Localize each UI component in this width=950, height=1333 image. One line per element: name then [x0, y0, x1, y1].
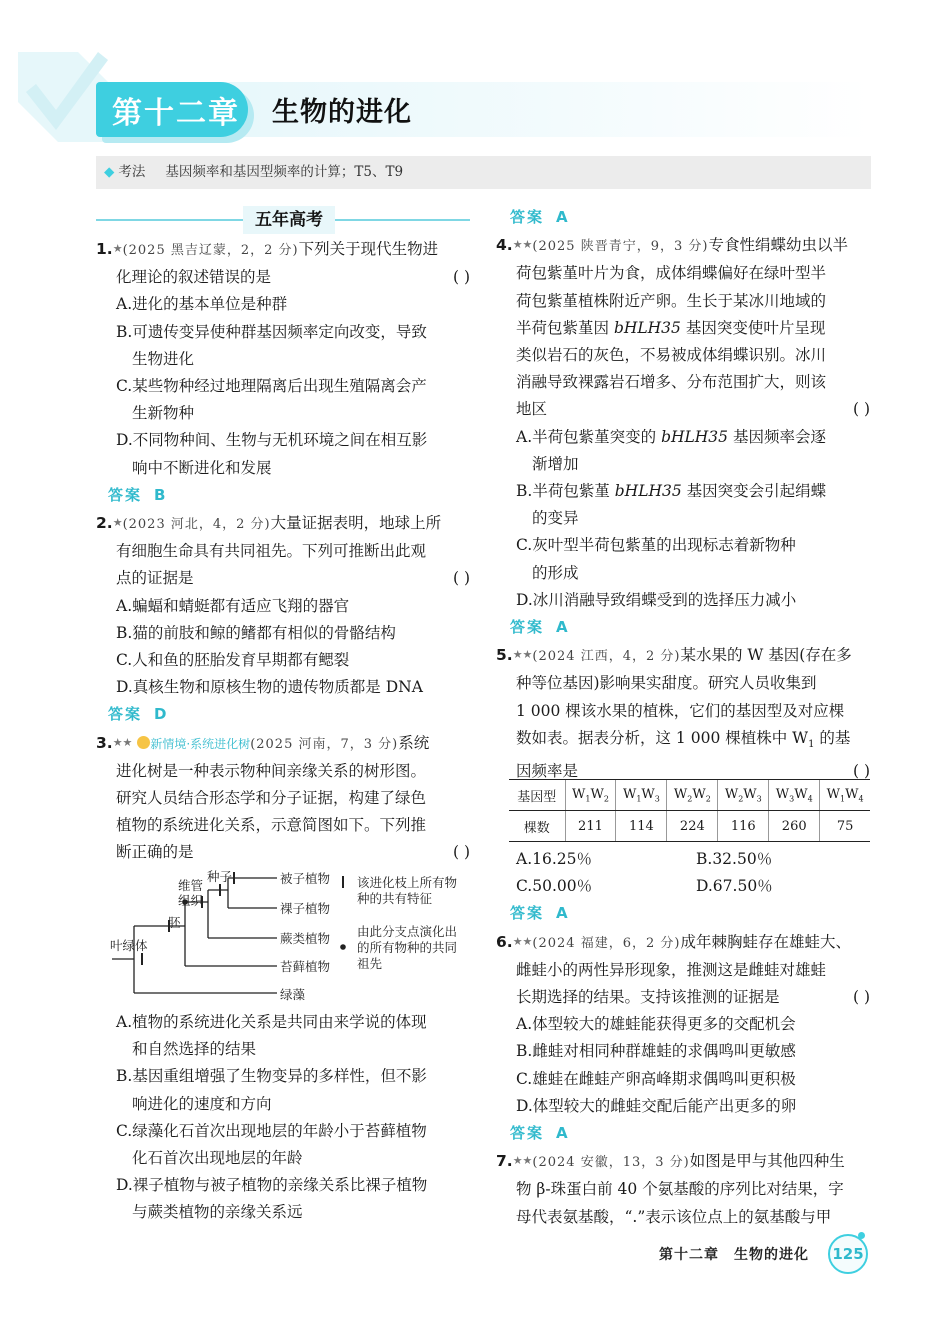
question-2-line — [96, 509, 470, 538]
answer-label: 答案 — [510, 1124, 545, 1143]
question-3-line — [96, 729, 470, 758]
left-column — [96, 235, 470, 867]
options-row — [496, 846, 870, 873]
text-part: 基因突变使叶片呈现 — [680, 318, 826, 337]
tree-label-seed: 种子 — [207, 869, 233, 884]
table-genotype-cell: $W_1W_3$ — [616, 780, 667, 811]
option-d: D.真核生物和原核生物的遗传物质都是 DNA — [116, 678, 423, 697]
left-column-continued — [96, 1009, 470, 1227]
right-column — [496, 204, 870, 785]
question-text — [496, 315, 870, 342]
question-text: 大量证据表明，地球上所 — [270, 514, 442, 533]
option-a-cont: 渐增加 — [532, 454, 579, 473]
question-text: 断正确的是 — [116, 843, 194, 862]
question-text: 长期选择的结果。支持该推测的证据是 — [516, 988, 780, 1007]
answer-blank: ( ) — [852, 400, 870, 419]
option-c: C.某些物种经过地理隔离后出现生殖隔离会产 — [116, 377, 427, 396]
table-count-cell: 260 — [769, 811, 820, 842]
question-7-line — [496, 1147, 870, 1176]
question-number: 3. — [96, 733, 113, 752]
answer-label: 答案 — [510, 618, 545, 637]
table-genotype-cell: $W_2W_2$ — [667, 780, 718, 811]
question-6-line — [496, 928, 870, 957]
tree-label-embryo: 胚 — [168, 915, 181, 930]
subscript: 1 — [808, 738, 815, 750]
option-c-cont: 化石首次出现地层的年龄 — [132, 1149, 303, 1168]
answer-line — [496, 614, 870, 641]
tree-leaf-gymnosperm: 裸子植物 — [280, 901, 331, 916]
question-1-line — [96, 235, 470, 264]
answer-value: D — [154, 705, 169, 724]
option-d: D.体型较大的雌蛙交配后能产出更多的卵 — [516, 1096, 797, 1115]
question-source: (2023 河北，4，2 分) — [122, 517, 271, 533]
option-a: A.蝙蝠和蜻蜓都有适应飞翔的器官 — [116, 596, 350, 615]
question-source: (2024 江西，4，2 分) — [532, 649, 681, 665]
answer-label: 答案 — [510, 904, 545, 923]
table-genotype-cell: $W_3W_4$ — [769, 780, 820, 811]
option-b: B.雌蛙对相同种群雄蛙的求偶鸣叫更敏感 — [516, 1042, 796, 1061]
exam-method-text: 基因频率和基因型频率的计算；T5、T9 — [165, 164, 404, 180]
tree-label-chloroplast: 叶绿体 — [110, 938, 148, 953]
question-text: 植物的系统进化关系，示意简图如下。下列推 — [116, 816, 427, 835]
option-d: D.冰川消融导致绢蝶受到的选择压力减小 — [516, 590, 797, 609]
star-icon: ★★ — [512, 934, 533, 948]
options-row — [496, 873, 870, 900]
section-title: 五年高考 — [243, 206, 335, 234]
question-text: 成年棘胸蛙存在雄蛙大、 — [680, 932, 851, 951]
option-d-cont: 响中不断进化和发展 — [132, 458, 272, 477]
question-text: 地区 — [516, 400, 548, 419]
table-count-cell: 211 — [565, 811, 616, 842]
new-scenario-icon — [137, 736, 150, 749]
scenario-tag: 新情境·系统进化树 — [150, 736, 251, 751]
question-5-line — [496, 641, 870, 670]
question-text: 点的证据是 — [116, 569, 194, 588]
answer-blank: ( ) — [852, 988, 870, 1007]
option-d: D.67.50％ — [696, 877, 773, 896]
question-source: (2024 安徽，13，3 分) — [532, 1155, 690, 1171]
question-text: 下列关于现代生物进 — [298, 240, 439, 258]
option-a-cont: 和自然选择的结果 — [132, 1040, 257, 1059]
table-genotype-cell: $W_1W_4$ — [820, 780, 870, 811]
star-icon: ★★ — [512, 1154, 533, 1168]
answer-line — [496, 1120, 870, 1147]
question-text: 系统 — [398, 733, 430, 752]
question-number: 7. — [496, 1152, 513, 1171]
question-text: 雌蛙小的两性异形现象，推测这是雌蛙对雄蛙 — [516, 960, 827, 979]
exam-method-bar — [96, 156, 871, 189]
chapter-number: 第十二章 — [112, 96, 240, 131]
legend-text: 祖先 — [357, 956, 383, 971]
legend-dot — [340, 944, 346, 950]
question-text: 某水果的 W 基因(存在多 — [680, 646, 852, 665]
gene-name: bHLH35 — [614, 482, 682, 501]
option-b-cont: 生物进化 — [132, 349, 195, 368]
table-header-cell: 棵数 — [509, 811, 565, 842]
option-d-cont: 与蕨类植物的亲缘关系远 — [132, 1203, 303, 1222]
answer-label: 答案 — [108, 705, 143, 724]
table-row — [509, 780, 870, 811]
star-icon: ★★ — [112, 735, 133, 749]
option-a: A.体型较大的雄蛙能获得更多的交配机会 — [516, 1015, 796, 1034]
bullet-icon: ◆ — [104, 164, 115, 180]
tree-leaf-moss: 苔藓植物 — [280, 959, 331, 974]
question-6-line — [496, 984, 870, 1011]
question-3-line — [96, 839, 470, 866]
answer-value: A — [556, 208, 570, 226]
tree-label-vascular: 维管 — [178, 878, 204, 893]
table-count-cell: 114 — [616, 811, 667, 842]
question-source: (2024 福建，6，2 分) — [532, 935, 681, 951]
gene-name: bHLH35 — [613, 318, 681, 337]
table-genotype-cell: $W_2W_3$ — [718, 780, 769, 811]
question-text: 荷包紫堇叶片为食，成体绢蝶偏好在绿叶型半 — [516, 264, 827, 283]
chapter-title: 生物的进化 — [272, 97, 412, 128]
answer-blank: ( ) — [452, 268, 470, 287]
footer-chapter-title: 第十二章 生物的进化 — [659, 1247, 809, 1263]
tree-leaf-fern: 蕨类植物 — [280, 931, 331, 946]
option-a — [496, 424, 870, 451]
question-text: 种等位基因)影响果实甜度。研究人员收集到 — [516, 674, 817, 693]
question-text: 专食性绢蝶幼虫以半 — [708, 236, 848, 255]
answer-line — [96, 701, 470, 728]
tree-label-tissue: 组织 — [178, 893, 204, 908]
text-part: 半荷包紫堇因 — [516, 318, 614, 337]
question-text: 因频率是 — [516, 762, 579, 781]
table-row — [509, 811, 870, 842]
option-c: C.50.00％ — [516, 877, 593, 896]
table-header-cell: 基因型 — [509, 780, 565, 811]
option-a: A.16.25％ — [516, 850, 592, 868]
option-d: D.不同物种间、生物与无机环境之间在相互影 — [116, 431, 428, 450]
question-text: 1 000 棵该水果的植株，它们的基因型及对应棵 — [516, 701, 845, 720]
option-c: C.灰叶型半荷包紫堇的出现标志着新物种 — [516, 536, 796, 555]
star-icon: ★ — [112, 516, 123, 530]
star-icon: ★ — [112, 242, 123, 255]
answer-blank: ( ) — [452, 843, 470, 862]
genotype-table — [509, 779, 870, 842]
answer-line — [496, 204, 870, 231]
option-b: B.猫的前肢和鲸的鳍都有相似的骨骼结构 — [116, 623, 396, 642]
page-number-dot — [858, 1232, 865, 1239]
option-b-cont: 的变异 — [532, 509, 579, 528]
option-b-cont: 响进化的速度和方向 — [132, 1094, 272, 1113]
exam-method-label: 考法 — [118, 164, 146, 180]
star-icon: ★★ — [512, 238, 533, 252]
answer-value: A — [556, 904, 570, 923]
question-text: 消融导致裸露岩石增多、分布范围扩大，则该 — [516, 373, 827, 392]
option-b — [496, 478, 870, 505]
question-number: 2. — [96, 514, 113, 533]
answer-label: 答案 — [510, 208, 545, 226]
option-d: D.裸子植物与被子植物的亲缘关系比裸子植物 — [116, 1176, 428, 1195]
text-part: 基因频率会逐 — [728, 427, 826, 446]
legend-text: 该进化枝上所有物 — [357, 875, 458, 890]
gene-name: bHLH35 — [661, 427, 729, 446]
question-text: 荷包紫堇植株附近产卵。生长于某冰川地域的 — [516, 291, 827, 310]
question-number: 5. — [496, 646, 513, 665]
option-c: C.雄蛙在雌蛙产卵高峰期求偶鸣叫更积极 — [516, 1069, 796, 1088]
legend-text: 的所有物种的共同 — [357, 940, 458, 955]
tree-leaf-green-algae: 绿藻 — [280, 987, 306, 1002]
question-2-line — [96, 565, 470, 592]
question-number: 1. — [96, 240, 113, 258]
legend-text: 种的共有特征 — [357, 891, 433, 906]
genotype-table-wrap — [509, 779, 870, 842]
section-rule-right — [335, 219, 470, 221]
answer-value: B — [154, 485, 168, 504]
answer-value: A — [556, 1124, 570, 1143]
text-part: 基因突变会引起绢蝶 — [681, 482, 827, 501]
option-a: A.植物的系统进化关系是共同由来学说的体现 — [116, 1013, 427, 1031]
table-count-cell: 224 — [667, 811, 718, 842]
tree-leaf-angiosperm: 被子植物 — [280, 871, 331, 886]
answer-blank: ( ) — [452, 569, 470, 588]
option-b: B.基因重组增强了生物变异的多样性，但不影 — [116, 1067, 427, 1086]
legend-text: 由此分支点演化出 — [357, 924, 458, 939]
phylogenetic-tree-diagram — [110, 866, 475, 1011]
question-text: 研究人员结合形态学和分子证据，构建了绿色 — [116, 789, 427, 808]
text-part: 的基 — [814, 728, 851, 747]
question-text: 有细胞生命具有共同祖先。下列可推断出此观 — [116, 542, 427, 561]
question-text: 物 β-珠蛋白前 40 个氨基酸的序列比对结果，字 — [516, 1180, 844, 1199]
question-4-line — [496, 231, 870, 260]
answer-label: 答案 — [108, 485, 143, 504]
question-text: 如图是甲与其他四种生 — [689, 1152, 845, 1171]
table-genotype-cell: $W_1W_2$ — [565, 780, 616, 811]
question-text — [496, 725, 870, 758]
question-source: (2025 陕晋青宁，9，3 分) — [532, 239, 709, 255]
table-count-cell: 116 — [718, 811, 769, 842]
text-part: A.半荷包紫堇突变的 — [516, 427, 662, 446]
question-text: 母代表氨基酸，“.”表示该位点上的氨基酸与甲 — [516, 1207, 832, 1226]
option-b: B.32.50％ — [696, 850, 773, 868]
question-number: 4. — [496, 236, 513, 255]
question-source: (2025 黑吉辽蒙，2，2 分) — [122, 243, 299, 258]
text-part: B.半荷包紫堇 — [516, 482, 615, 501]
question-4-line — [496, 396, 870, 423]
page-number: 125 — [828, 1234, 868, 1274]
section-rule-left — [96, 219, 243, 221]
option-c: C.人和鱼的胚胎发育早期都有鳃裂 — [116, 651, 350, 670]
option-c-cont: 的形成 — [532, 563, 579, 582]
table-count-cell: 75 — [820, 811, 870, 842]
question-source: (2025 河南，7，3 分) — [250, 736, 399, 752]
question-text: 类似岩石的灰色，不易被成体绢蝶识别。冰川 — [516, 346, 827, 365]
answer-line — [496, 900, 870, 927]
option-b: B.可遗传变异使种群基因频率定向改变，导致 — [116, 322, 427, 341]
question-text: 进化树是一种表示物种间亲缘关系的树形图。 — [116, 761, 427, 780]
answer-line — [96, 482, 470, 509]
star-icon: ★★ — [512, 648, 533, 662]
option-c-cont: 生新物种 — [132, 404, 195, 423]
question-number: 6. — [496, 932, 513, 951]
answer-blank: ( ) — [852, 762, 870, 781]
text-part: 数如表。据表分析，这 1 000 棵植株中 W — [516, 728, 809, 747]
answer-value: A — [556, 618, 570, 637]
question-text: 化理论的叙述错误的是 — [116, 268, 272, 287]
question-1-line — [96, 264, 470, 291]
option-a: A.进化的基本单位是种群 — [116, 295, 288, 314]
right-column-continued — [496, 846, 870, 1231]
option-c: C.绿藻化石首次出现地层的年龄小于苔藓植物 — [116, 1121, 427, 1140]
